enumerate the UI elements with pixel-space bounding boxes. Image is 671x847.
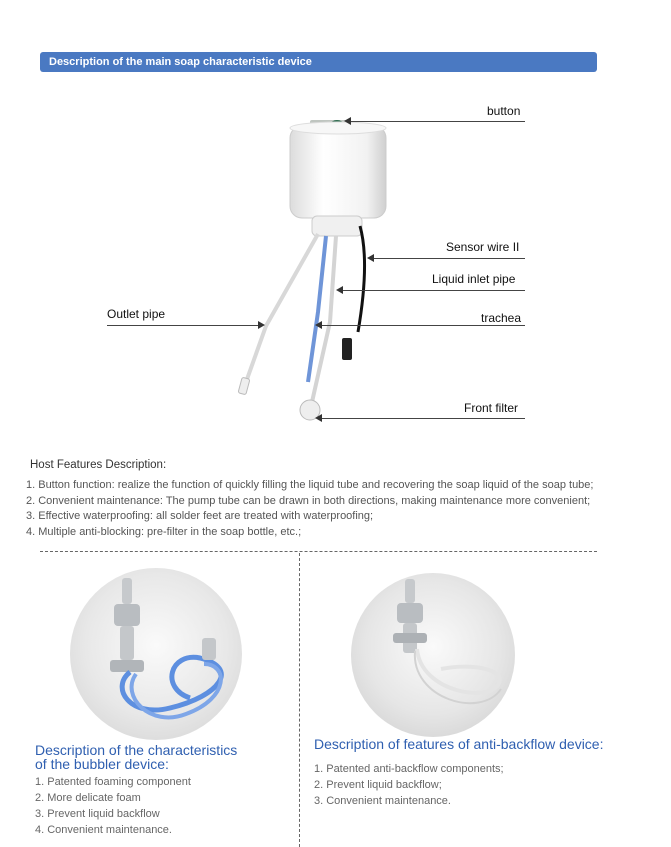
list-item: 2. More delicate foam — [35, 792, 141, 804]
anti-backflow-device-photo — [351, 573, 515, 737]
bubbler-title-line1: Description of the characteristics — [35, 742, 238, 758]
label-button: button — [487, 104, 521, 118]
list-item: 2. Prevent liquid backflow; — [314, 779, 442, 791]
list-item: 2. Convenient maintenance: The pump tube can be drawn in both directions, making maintenance more convenient; — [26, 494, 591, 507]
list-item: 1. Patented foaming component — [35, 776, 191, 788]
host-features-list — [26, 478, 593, 540]
vertical-divider — [299, 553, 300, 847]
list-item: 1. Patented anti-backflow components; — [314, 763, 504, 775]
list-item: 4. Convenient maintenance. — [35, 824, 172, 836]
host-features-title: Host Features Description: — [30, 459, 167, 471]
bubbler-title-line2: of the bubbler device: — [35, 756, 169, 772]
soap-device-illustration — [230, 112, 390, 432]
list-item: 1. Button function: realize the function of quickly filling the liquid tube and recovering the soap liquid of the soap tube; — [26, 479, 594, 491]
anti-backflow-title: Description of features of anti-backflow device: — [314, 736, 604, 752]
list-item: 3. Convenient maintenance. — [314, 795, 451, 807]
label-sensor-wire: Sensor wire II — [446, 240, 520, 254]
bubbler-features-list — [35, 774, 191, 838]
label-trachea: trachea — [481, 311, 522, 325]
anti-backflow-features-list — [314, 761, 504, 809]
section-header: Description of the main soap characteristic device — [40, 52, 597, 72]
label-front-filter: Front filter — [464, 401, 519, 415]
list-item: 3. Prevent liquid backflow — [35, 808, 160, 820]
list-item: 3. Effective waterproofing: all solder feet are treated with waterproofing; — [26, 510, 374, 522]
horizontal-divider — [40, 551, 597, 552]
label-liquid-inlet-pipe: Liquid inlet pipe — [432, 272, 516, 286]
label-outlet-pipe: Outlet pipe — [107, 307, 166, 321]
list-item: 4. Multiple anti-blocking: pre-filter in the soap bottle, etc.; — [26, 525, 302, 538]
bubbler-device-photo — [70, 568, 242, 740]
